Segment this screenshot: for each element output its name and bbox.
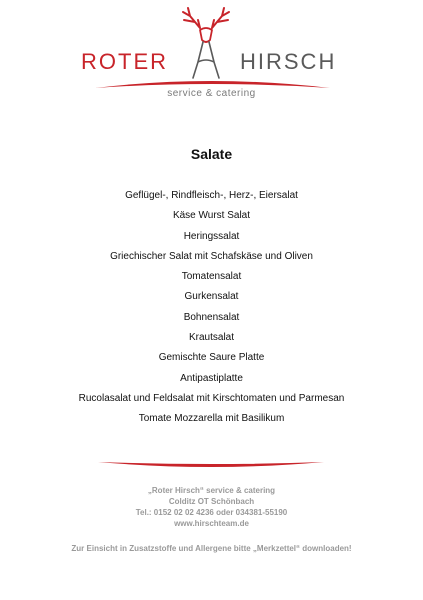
- menu-item: Heringssalat: [183, 230, 240, 242]
- menu-item: Gemischte Saure Platte: [158, 352, 265, 364]
- header: [0, 0, 423, 110]
- stag-head-icon: [183, 8, 229, 78]
- page-title: Salate: [190, 146, 233, 162]
- salad-menu-list: [0, 186, 423, 430]
- menu-item: Krautsalat: [188, 332, 235, 344]
- menu-item: Tomate Mozzarella mit Basilikum: [138, 413, 285, 425]
- contact-company: „Roter Hirsch“ service & catering: [147, 486, 276, 495]
- contact-block: [0, 485, 423, 529]
- menu-item: Antipastiplatte: [180, 372, 243, 384]
- menu-item: Rucolasalat und Feldsalat mit Kirschtomaten und Parmesan: [78, 392, 345, 404]
- menu-item: Geflügel-, Rindfleisch-, Herz-, Eiersalat: [125, 190, 298, 201]
- menu-item: Tomatensalat: [181, 271, 242, 283]
- menu-item: Gurkensalat: [184, 291, 239, 303]
- menu-item: Käse Wurst Salat: [172, 210, 251, 222]
- allergen-notice: Zur Einsicht in Zusatzstoffe und Allergene bitte „Merkzettel“ downloaden!: [71, 544, 352, 553]
- contact-phone: Tel.: 0152 02 02 4236 oder 034381-55190: [135, 508, 288, 517]
- menu-item: Bohnensalat: [183, 311, 240, 323]
- brand-tagline: service & catering: [167, 88, 256, 99]
- contact-address: Colditz OT Schönbach: [168, 497, 255, 506]
- menu-item: Griechischer Salat mit Schafskäse und Oliven: [110, 250, 313, 262]
- contact-website: www.hirschteam.de: [174, 519, 249, 528]
- top-swoosh: [95, 81, 330, 88]
- brand-name-hirsch: HIRSCH: [240, 49, 337, 74]
- brand-name-roter: ROTER: [81, 49, 168, 74]
- footer-swoosh: [0, 452, 423, 476]
